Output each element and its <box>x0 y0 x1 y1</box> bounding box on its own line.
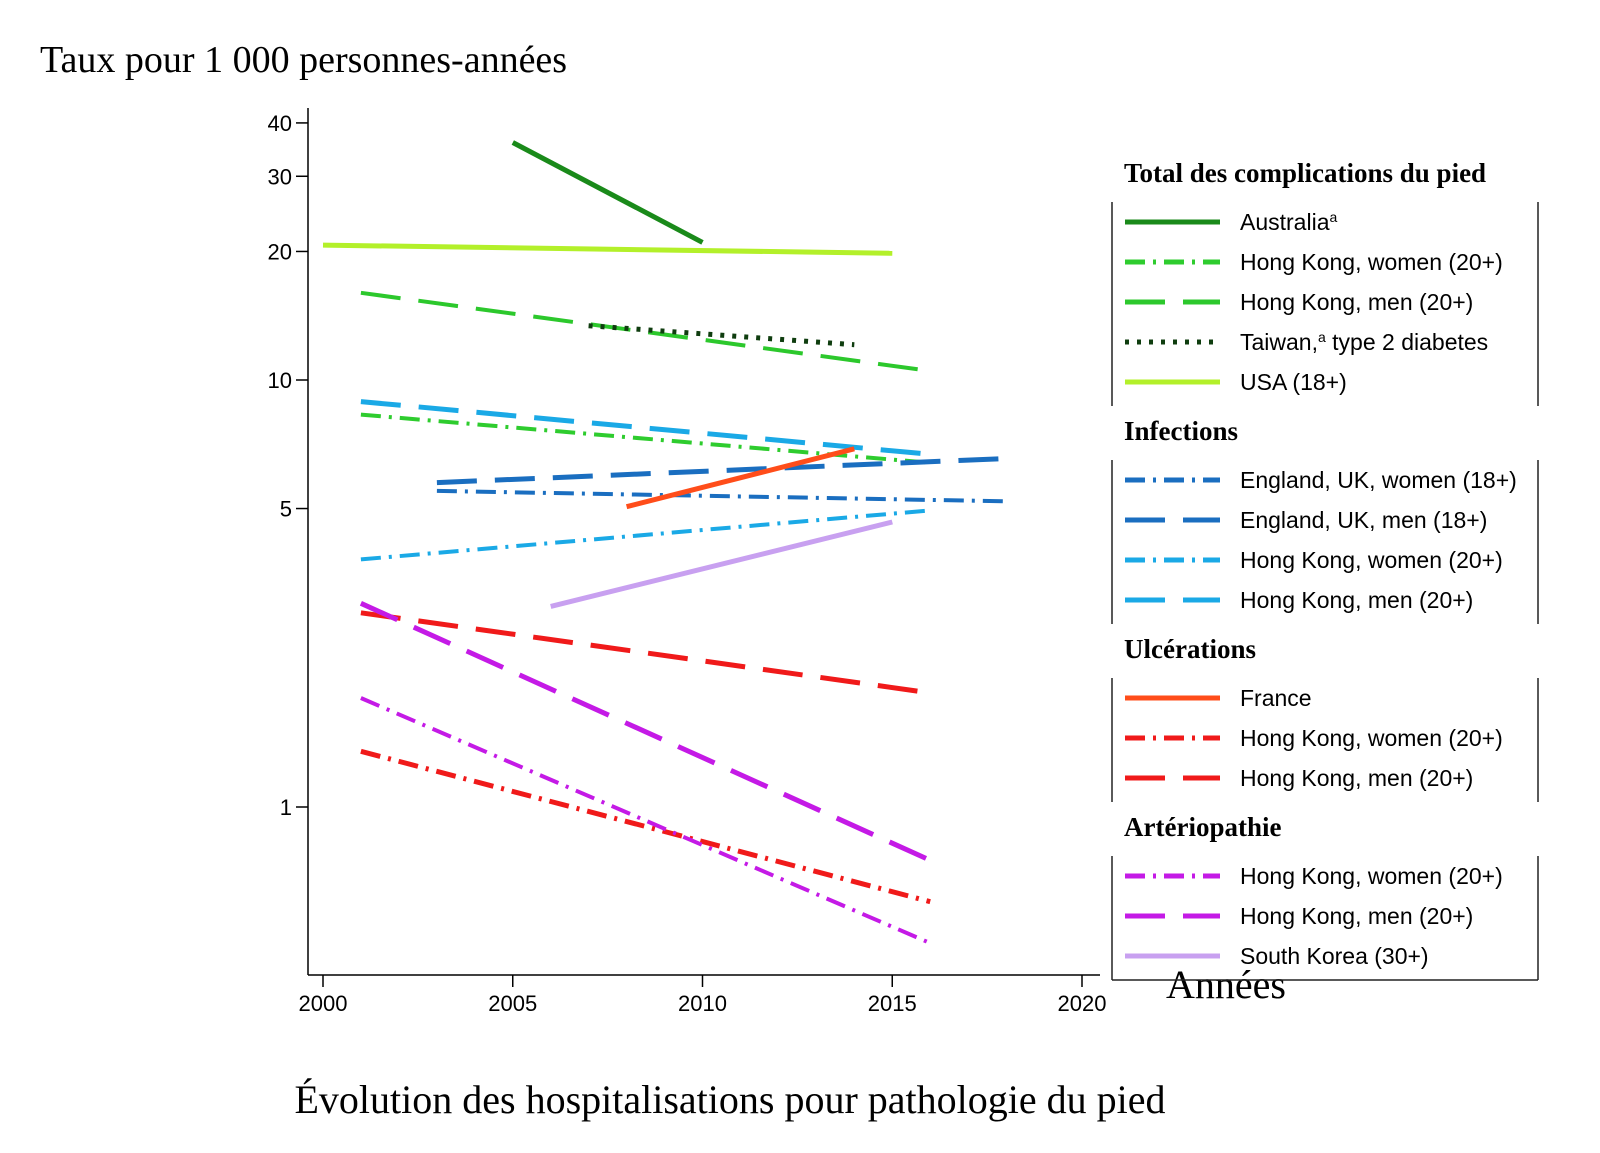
series-line <box>361 613 930 693</box>
legend-entry-label: Taiwan,$^a$ type 2 diabetes <box>1240 329 1489 355</box>
y-axis-label: Taux pour 1 000 personnes-années <box>40 39 568 81</box>
legend-entry-label: Hong Kong, women (20+) <box>1240 249 1503 275</box>
legend-entry-label: Hong Kong, men (20+) <box>1240 765 1474 791</box>
series-line <box>361 415 930 463</box>
legend-entry-label: England, UK, women (18+) <box>1240 467 1517 493</box>
series-line <box>551 522 893 606</box>
y-tick-label: 5 <box>279 496 292 522</box>
legend-entry-label: USA (18+) <box>1240 369 1347 395</box>
y-tick-label: 20 <box>267 239 292 265</box>
y-tick-label: 1 <box>279 795 292 820</box>
y-tick-label: 30 <box>267 164 292 190</box>
legend-entry-label: Hong Kong, men (20+) <box>1240 289 1474 315</box>
series-line <box>361 402 930 455</box>
x-tick-label: 2005 <box>488 991 538 1016</box>
legend-group-title: Total des complications du pied <box>1124 158 1487 188</box>
legend-entry-label: Hong Kong, women (20+) <box>1240 547 1503 573</box>
legend-entry-label: Hong Kong, men (20+) <box>1240 587 1474 613</box>
legend-entry-label: Hong Kong, men (20+) <box>1240 903 1474 929</box>
series-line <box>323 245 892 253</box>
plot-lines <box>323 143 1006 944</box>
y-tick-label: 10 <box>267 368 292 393</box>
legend-group-title: Infections <box>1124 416 1238 446</box>
series-line <box>437 491 1006 501</box>
series-line <box>361 751 930 901</box>
x-tick-label: 2015 <box>867 991 917 1016</box>
series-line <box>361 293 930 371</box>
legend-entry-label: France <box>1240 685 1312 711</box>
y-tick-label: 40 <box>267 110 292 136</box>
x-tick-label: 2010 <box>678 991 727 1016</box>
chart-title: Évolution des hospitalisations pour pathologie du pied <box>294 1077 1166 1122</box>
legend-entry-label: Hong Kong, women (20+) <box>1240 725 1503 751</box>
legend-entry-suffix: type 2 diabetes <box>1325 329 1489 355</box>
legend-group-title: Ulcérations <box>1124 634 1256 664</box>
legend-group-title: Artériopathie <box>1124 812 1282 842</box>
series-line <box>513 143 703 243</box>
legend-entry-label: Australia$^a$ <box>1240 209 1338 235</box>
legend-entry-label: South Korea (30+) <box>1240 943 1429 969</box>
series-line <box>437 459 1006 483</box>
legend <box>1112 158 1538 980</box>
legend-entry-superscript: a <box>1317 329 1326 345</box>
legend-entry-superscript: a <box>1329 209 1338 225</box>
x-axis-label: Années <box>1166 962 1286 1007</box>
legend-entry-label: England, UK, men (18+) <box>1240 507 1488 533</box>
series-line <box>361 603 930 860</box>
legend-entry-label: Hong Kong, women (20+) <box>1240 863 1503 889</box>
x-tick-label: 2020 <box>1057 991 1107 1016</box>
x-tick-label: 2000 <box>298 991 348 1016</box>
